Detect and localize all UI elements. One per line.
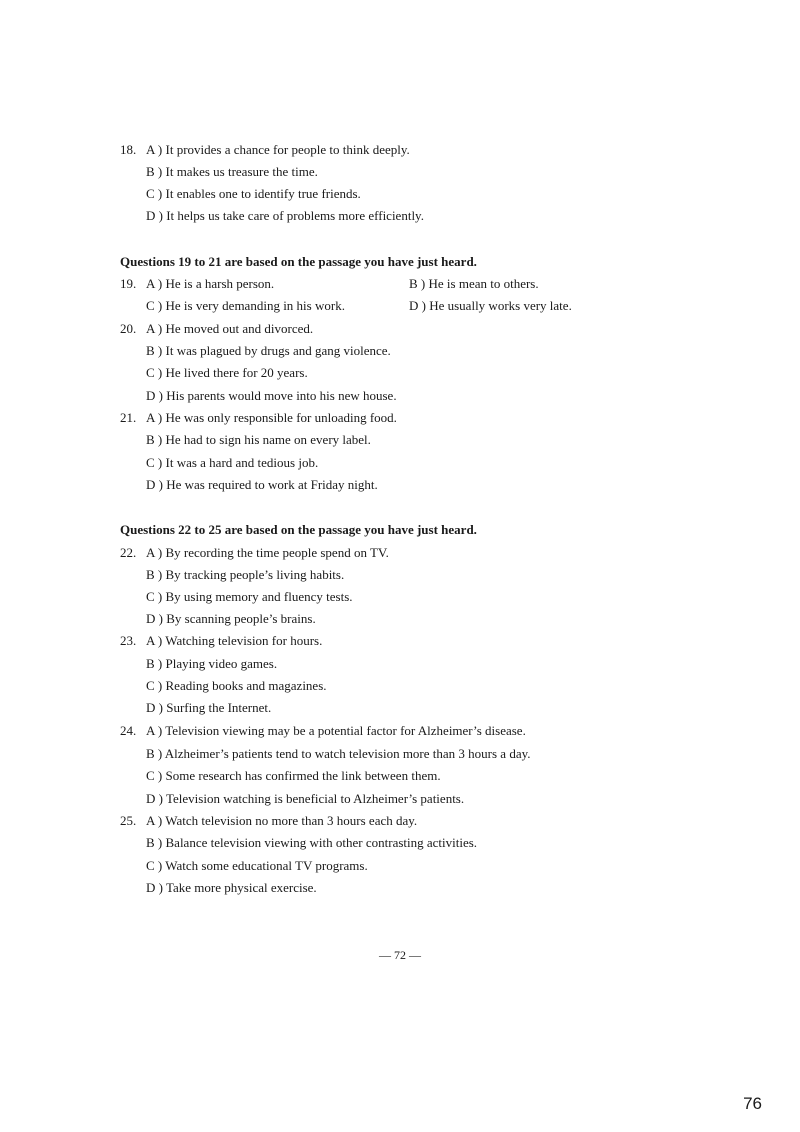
question-number: 24. — [120, 723, 137, 738]
option-b: B ) It was plagued by drugs and gang violence. — [146, 343, 391, 358]
option-a: A ) He is a harsh person. — [146, 276, 275, 291]
option-a: A ) He moved out and divorced. — [146, 321, 314, 336]
question-number: 22. — [120, 545, 137, 560]
option-d: D ) Television watching is beneficial to Alzheimer’s patients. — [146, 791, 465, 806]
option-c: C ) It enables one to identify true friends. — [146, 186, 361, 201]
option-b: B ) By tracking people’s living habits. — [146, 567, 345, 582]
option-b: B ) Playing video games. — [146, 656, 278, 671]
option-d: D ) He was required to work at Friday night. — [146, 477, 378, 492]
option-c: C ) Reading books and magazines. — [146, 678, 327, 693]
question-number: 18. — [120, 142, 137, 157]
question-number: 23. — [120, 633, 137, 648]
option-c: C ) Some research has confirmed the link between them. — [146, 768, 441, 783]
sheet-number: 76 — [743, 1094, 762, 1113]
question-number: 25. — [120, 813, 137, 828]
question-number: 19. — [120, 276, 137, 291]
option-c: C ) He is very demanding in his work. — [146, 298, 345, 313]
option-c: C ) He lived there for 20 years. — [146, 365, 308, 380]
option-d: D ) Take more physical exercise. — [146, 880, 317, 895]
option-a: A ) Watch television no more than 3 hours each day. — [146, 813, 418, 828]
option-b: B ) Balance television viewing with other contrasting activities. — [146, 835, 478, 850]
option-a: A ) Watching television for hours. — [146, 633, 323, 648]
section-heading: Questions 22 to 25 are based on the passage you have just heard. — [120, 522, 477, 537]
option-d: D ) It helps us take care of problems more efficiently. — [146, 208, 424, 223]
option-d: D ) His parents would move into his new house. — [146, 388, 397, 403]
option-b: B ) He is mean to others. — [409, 276, 539, 291]
option-c: C ) It was a hard and tedious job. — [146, 455, 319, 470]
option-b: B ) Alzheimer’s patients tend to watch television more than 3 hours a day. — [146, 746, 531, 761]
option-c: C ) By using memory and fluency tests. — [146, 589, 353, 604]
option-d: D ) Surfing the Internet. — [146, 700, 272, 715]
option-d: D ) By scanning people’s brains. — [146, 611, 316, 626]
option-a: A ) He was only responsible for unloading food. — [146, 410, 397, 425]
option-a: A ) Television viewing may be a potential factor for Alzheimer’s disease. — [146, 723, 526, 738]
question-number: 21. — [120, 410, 137, 425]
section-heading: Questions 19 to 21 are based on the passage you have just heard. — [120, 254, 477, 269]
option-a: A ) It provides a chance for people to think deeply. — [146, 142, 410, 157]
option-a: A ) By recording the time people spend on TV. — [146, 545, 389, 560]
option-b: B ) It makes us treasure the time. — [146, 164, 318, 179]
option-d: D ) He usually works very late. — [409, 298, 572, 313]
page-number: — 72 — — [379, 948, 421, 962]
option-c: C ) Watch some educational TV programs. — [146, 858, 368, 873]
question-number: 20. — [120, 321, 137, 336]
option-b: B ) He had to sign his name on every label. — [146, 432, 371, 447]
